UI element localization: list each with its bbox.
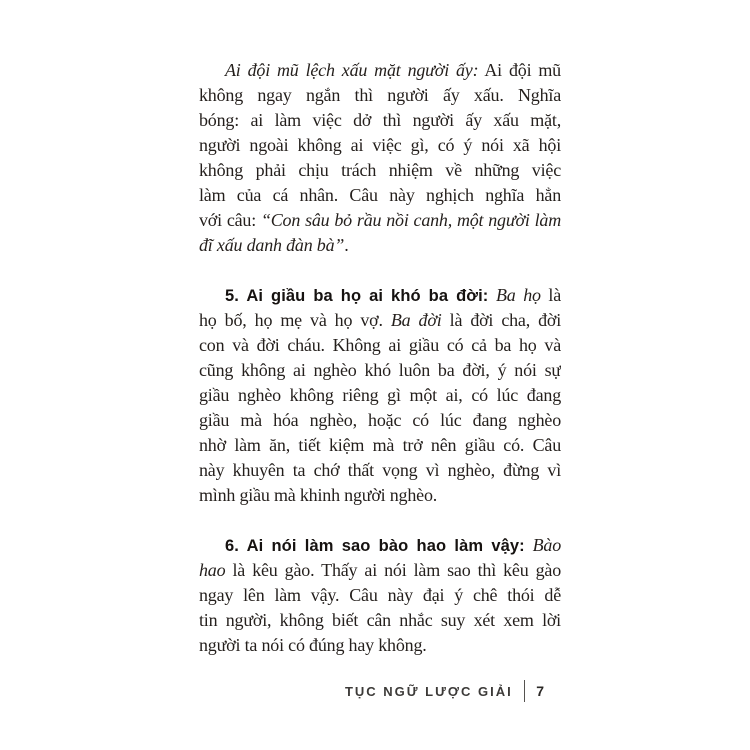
text-line — [199, 358, 561, 383]
text-run-normal: giầu mà hóa nghèo, hoặc có lúc đang nghèo — [199, 410, 561, 430]
text-run-normal: cũng không ai nghèo khó luôn ba đời, ý nói sự — [199, 360, 561, 380]
text-line — [199, 483, 561, 508]
entry-5 — [199, 283, 561, 508]
text-line — [199, 433, 561, 458]
text-run-normal: người ta nói có đúng hay không. — [199, 635, 427, 655]
text-line — [199, 158, 561, 183]
text-run-italic: đĩ xấu danh đàn bà” — [199, 235, 345, 255]
text-line — [199, 408, 561, 433]
text-run-normal: người ngoài không ai việc gì, có ý nói xã hội — [199, 135, 561, 155]
text-run-italic: Ba họ — [488, 285, 541, 305]
text-line — [199, 58, 561, 83]
text-run-italic: Ai đội mũ lệch xấu mặt người ấy: — [225, 60, 479, 80]
page-footer — [345, 678, 544, 704]
text-run-normal: này khuyên ta chớ thất vọng vì nghèo, đừng vì — [199, 460, 561, 480]
text-line — [199, 83, 561, 108]
text-run-normal: không ngay ngắn thì người ấy xấu. Nghĩa — [199, 85, 561, 105]
text-line — [199, 283, 561, 308]
text-run-italic: “Con sâu bỏ rầu nồi canh, một người làm — [260, 210, 561, 230]
text-run-italic: Ba đời — [390, 310, 442, 330]
text-line — [199, 208, 561, 233]
text-run-normal: nhờ làm ăn, tiết kiệm mà trở nên giầu có. Câu — [199, 435, 561, 455]
text-run-normal: họ bố, họ mẹ và họ vợ. — [199, 310, 391, 330]
text-run-bold: 5. Ai giầu ba họ ai khó ba đời: — [225, 287, 489, 305]
text-run-normal: Ai đội mũ — [478, 60, 561, 80]
text-run-normal: . — [344, 235, 349, 255]
text-line — [199, 183, 561, 208]
text-line — [199, 633, 561, 658]
entry-6 — [199, 533, 561, 658]
text-line — [199, 233, 561, 258]
text-line — [199, 383, 561, 408]
text-line — [199, 458, 561, 483]
text-line — [199, 333, 561, 358]
running-title: TỤC NGỮ LƯỢC GIẢI — [344, 683, 513, 699]
footer-divider — [524, 680, 526, 702]
text-line — [199, 583, 561, 608]
text-run-normal: làm của cá nhân. Câu này nghịch nghĩa hẳn — [199, 185, 561, 205]
text-line — [199, 108, 561, 133]
text-run-bold: 6. Ai nói làm sao bào hao làm vậy: — [225, 537, 525, 555]
text-line — [199, 558, 561, 583]
text-run-normal: bóng: ai làm việc dở thì người ấy xấu mặt, — [199, 110, 561, 130]
page-text-block — [199, 58, 561, 658]
text-run-normal: ngay lên làm vậy. Câu này đại ý chê thói dễ — [199, 585, 561, 605]
text-line — [199, 133, 561, 158]
text-run-normal: con và đời cháu. Không ai giầu có cả ba họ và — [199, 335, 561, 355]
text-run-normal: là đời cha, đời — [441, 310, 561, 330]
page-number: 7 — [536, 683, 544, 699]
text-run-normal: là kêu gào. Thấy ai nói làm sao thì kêu gào — [225, 560, 561, 580]
text-run-italic: hao — [199, 560, 226, 580]
text-line — [199, 608, 561, 633]
text-line — [199, 308, 561, 333]
text-run-normal: là — [540, 285, 561, 305]
entry-4-continuation — [199, 58, 561, 258]
text-run-normal: giầu nghèo không riêng gì một ai, có lúc đang — [199, 385, 561, 405]
text-run-normal: mình giầu mà khinh người nghèo. — [199, 485, 438, 505]
text-run-normal: tin người, không biết cân nhắc suy xét xem lời — [199, 610, 561, 630]
text-run-normal: với câu: — [199, 210, 261, 230]
text-run-normal: không phải chịu trách nhiệm về những việc — [199, 160, 561, 180]
text-run-italic: Bào — [524, 535, 561, 555]
text-line — [199, 533, 561, 558]
